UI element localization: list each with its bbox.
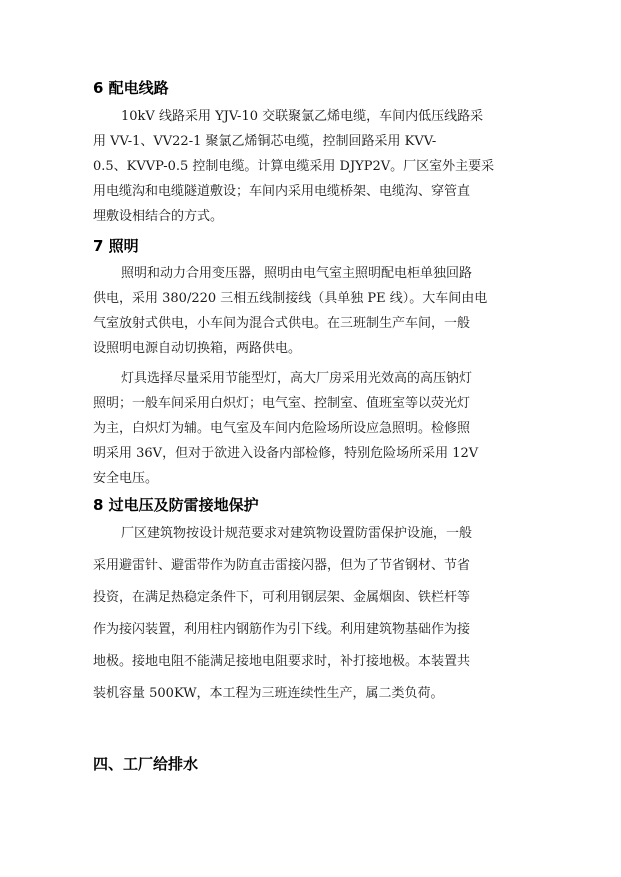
text-line: 装机容量 500KW，本工程为三班连续性生产，属二类负荷。 (93, 686, 444, 701)
text-line: 地极。接地电阻不能满足接地电阻要求时，补打接地极。本装置共 (93, 654, 471, 669)
text-line: 10kV 线路采用 YJV-10 交联聚氯乙烯电缆，车间内低压线路采 (121, 109, 484, 124)
text-line: 投资，在满足热稳定条件下，可利用钢层架、金属烟囱、铁栏杆等 (93, 590, 471, 605)
text-line: 灯具选择尽量采用节能型灯，高大厂房采用光效高的高压钠灯 (121, 371, 473, 386)
text-line: 为主，白炽灯为辅。电气室及车间内危险场所设应急照明。检修照 (93, 421, 471, 436)
section-heading-8: 8 过电压及防雷接地保护 (93, 496, 259, 514)
text-line: 安全电压。 (93, 471, 159, 486)
chapter-title: 四、工厂给排水 (93, 755, 199, 773)
section-heading-7: 7 照明 (93, 237, 139, 255)
text-line: 0.5、KVVP-0.5 控制电缆。计算电缆采用 DJYP2V。厂区室外主要采 (93, 159, 495, 174)
text-line: 设照明电源自动切换箱，两路供电。 (93, 341, 302, 356)
text-line: 作为接闪装置，利用柱内钢筋作为引下线。利用建筑物基础作为接 (93, 622, 471, 637)
text-line: 照明；一般车间采用白炽灯；电气室、控制室、值班室等以荧光灯 (93, 396, 471, 411)
text-line: 明采用 36V，但对于欲进入设备内部检修，特别危险场所采用 12V (93, 446, 479, 461)
text-line: 气室放射式供电，小车间为混合式供电。在三班制生产车间，一般 (93, 316, 471, 331)
text-line: 用 VV-1、VV22-1 聚氯乙烯铜芯电缆，控制回路采用 KVV- (93, 134, 437, 149)
text-line: 埋敷设相结合的方式。 (93, 209, 224, 224)
text-line: 厂区建筑物按设计规范要求对建筑物设置防雷保护设施，一般 (121, 526, 473, 541)
section-heading-6: 6 配电线路 (93, 79, 169, 97)
text-line: 供电，采用 380/220 三相五线制接线（具单独 PE 线）。大车间由电 (93, 291, 488, 306)
text-line: 采用避雷针、避雷带作为防直击雷接闪器，但为了节省钢材、节省 (93, 558, 471, 573)
text-line: 照明和动力合用变压器，照明由电气室主照明配电柜单独回路 (121, 266, 473, 281)
text-line: 用电缆沟和电缆隧道敷设；车间内采用电缆桥架、电缆沟、穿管直 (93, 184, 471, 199)
